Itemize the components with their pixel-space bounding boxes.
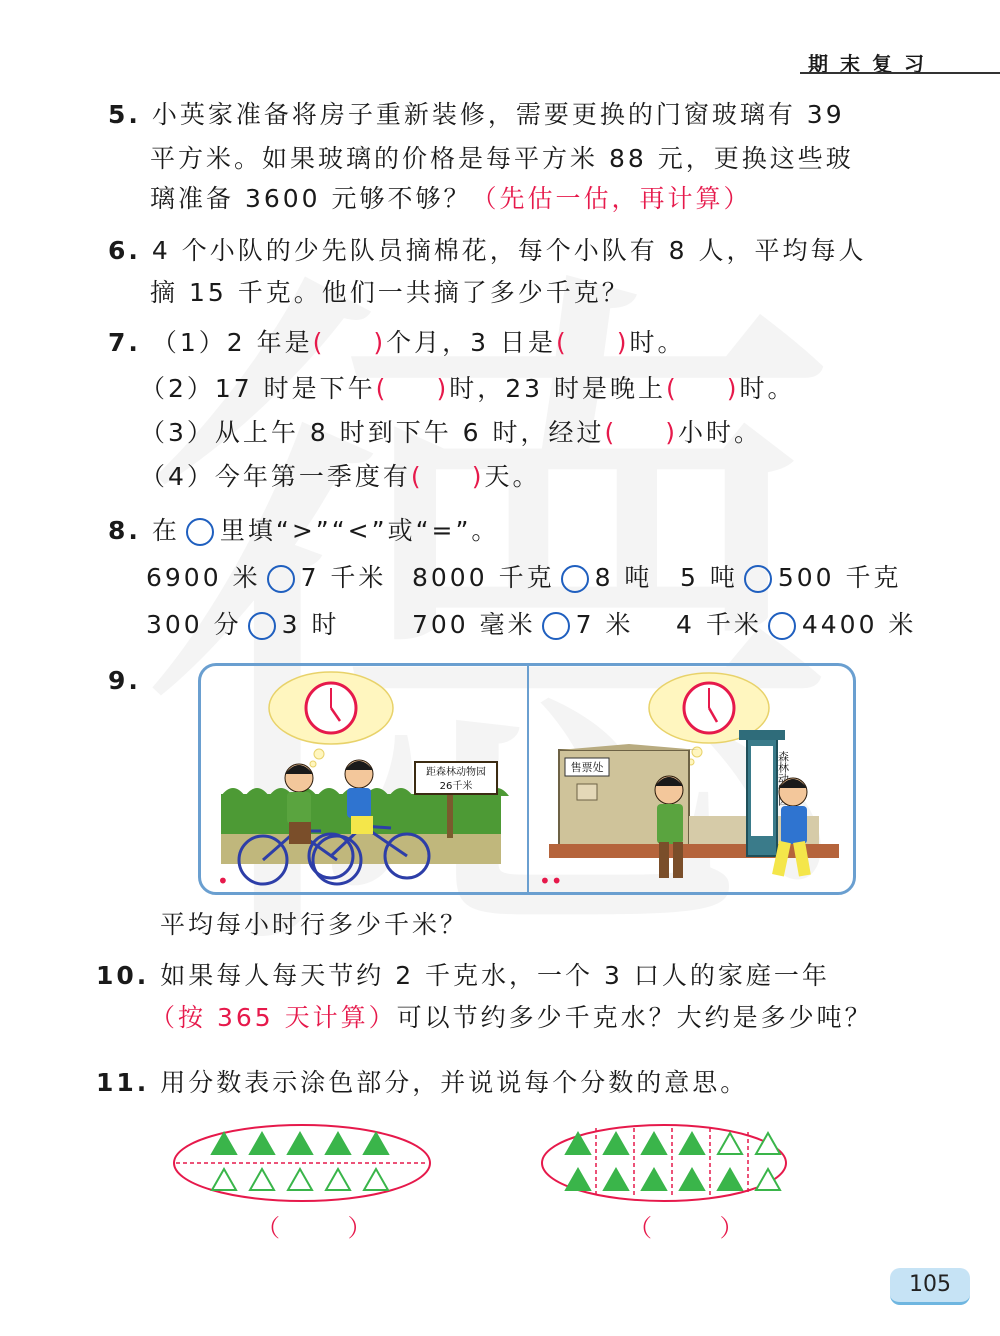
child-cyclist-1: [285, 764, 313, 844]
q8-item-4: [146, 604, 340, 646]
compare-circle-input[interactable]: [542, 612, 570, 640]
q7-p1-text-c: 时。: [629, 328, 686, 357]
sign-text-1: 距森林动物园: [426, 767, 486, 778]
fraction-figure-1: [170, 1122, 434, 1204]
q9-question: 平均每小时行多少千米？: [160, 910, 469, 939]
shaded-triangle-icon: [642, 1133, 666, 1154]
dot-marker: •: [217, 869, 229, 892]
q8-item-right: 4400 米: [801, 610, 917, 639]
q5-line-3: [150, 178, 752, 220]
q5-line-2: 平方米。如果玻璃的价格是每平方米 88 元，更换这些玻: [150, 144, 854, 173]
shaded-triangle-icon: [566, 1133, 590, 1154]
q8-intro: [108, 510, 499, 552]
unshaded-triangle-icon: [250, 1169, 274, 1190]
answer-blank-open: (: [665, 374, 679, 403]
shaded-triangle-icon: [642, 1169, 666, 1190]
compare-circle-input[interactable]: [267, 565, 295, 593]
q11-text: 用分数表示涂色部分，并说说每个分数的意思。: [160, 1068, 749, 1097]
answer-blank-close: ): [471, 462, 485, 491]
unshaded-triangle-icon: [326, 1169, 350, 1190]
q11-line-1: [96, 1062, 748, 1104]
dot-marker: ••: [539, 869, 563, 892]
clock-icon: [306, 683, 356, 733]
shaded-triangle-icon: [288, 1133, 312, 1154]
shaded-triangle-icon: [250, 1133, 274, 1154]
q8-intro-a: 在: [151, 516, 180, 545]
q7-number: 7.: [108, 328, 141, 357]
compare-circle-input[interactable]: [248, 612, 276, 640]
q9-left-pane: [201, 666, 527, 892]
q8-item-right: 7 米: [575, 610, 634, 639]
q8-item-2: [412, 557, 652, 599]
q5-line-1: [108, 94, 845, 136]
compare-circle-icon: [186, 518, 214, 546]
q6-text-1: 4 个小队的少先队员摘棉花，每个小队有 8 人，平均每人: [151, 236, 867, 265]
unshaded-triangle-icon: [756, 1133, 780, 1154]
q5-text-3: 璃准备 3600 元够不够？: [150, 184, 472, 213]
ticket-office-sign: 售票处: [570, 761, 604, 774]
clock-icon: [684, 683, 734, 733]
q6-line-1: [108, 230, 867, 272]
q8-item-1: [146, 557, 386, 599]
q7-part-3: [140, 412, 762, 454]
q8-item-right: 3 时: [281, 610, 340, 639]
q8-intro-b: 里填“>”“<”或“=”。: [219, 516, 500, 545]
answer-blank-close: ): [616, 328, 630, 357]
q8-item-left: 8000 千克: [412, 563, 555, 592]
child-walking-1: [655, 776, 683, 878]
q10-text-1: 如果每人每天节约 2 千克水，一个 3 口人的家庭一年: [160, 961, 830, 990]
q8-item-right: 500 千克: [777, 563, 902, 592]
shaded-triangle-icon: [680, 1133, 704, 1154]
q7-p3-text-b: 小时。: [678, 418, 763, 447]
answer-blank-open: (: [604, 418, 618, 447]
header-rule: [800, 72, 1000, 74]
q8-item-left: 300 分: [146, 610, 242, 639]
shaded-triangle-icon: [718, 1169, 742, 1190]
compare-circle-input[interactable]: [768, 612, 796, 640]
shaded-triangle-icon: [364, 1133, 388, 1154]
q8-item-5: [412, 604, 634, 646]
q9-illustration: [198, 663, 856, 895]
q10-line-1: [96, 955, 830, 997]
q7-part-2: [140, 368, 796, 410]
unshaded-triangle-icon: [212, 1169, 236, 1190]
q6-number: 6.: [108, 236, 141, 265]
q7-p4-text-a: （4）今年第一季度有: [140, 462, 411, 491]
fraction-answer-blank-2[interactable]: （ ）: [628, 1214, 774, 1242]
q7-p2-text-a: （2）17 时是下午: [140, 374, 376, 403]
q9-number: 9.: [108, 666, 141, 695]
unshaded-triangle-icon: [718, 1133, 742, 1154]
answer-blank-close: ): [436, 374, 450, 403]
unshaded-triangle-icon: [756, 1169, 780, 1190]
fraction-figure-2: [538, 1122, 790, 1204]
q5-number: 5.: [108, 100, 141, 129]
q7-p1-text-a: （1）2 年是: [151, 328, 313, 357]
q8-item-left: 6900 米: [146, 563, 261, 592]
q6-line-2: 摘 15 千克。他们一共摘了多少千克？: [150, 278, 630, 307]
q7-p4-text-b: 天。: [484, 462, 541, 491]
q8-number: 8.: [108, 516, 141, 545]
answer-blank-open: (: [375, 374, 389, 403]
q10-number: 10.: [96, 961, 150, 990]
q10-hint: （按 365 天计算）: [150, 1003, 397, 1032]
answer-blank-open: (: [312, 328, 326, 357]
compare-circle-input[interactable]: [561, 565, 589, 593]
q7-p2-text-c: 时。: [739, 374, 796, 403]
answer-blank-close: ): [665, 418, 679, 447]
q9-right-pane: [527, 666, 855, 892]
q8-item-right: 7 千米: [300, 563, 387, 592]
q11-number: 11.: [96, 1068, 150, 1097]
shaded-triangle-icon: [326, 1133, 350, 1154]
q7-part-4: [140, 456, 540, 498]
q7-p2-text-b: 时，23 时是晚上: [449, 374, 666, 403]
q7-part-1: [108, 322, 686, 364]
q7-p3-text-a: （3）从上午 8 时到下午 6 时，经过: [140, 418, 605, 447]
section-header: 期末复习: [808, 52, 936, 76]
page-number: 105: [890, 1268, 970, 1305]
answer-blank-close: ): [373, 328, 387, 357]
q10-line-2: [150, 997, 873, 1039]
q8-item-right: 8 吨: [594, 563, 653, 592]
fraction-answer-blank-1[interactable]: （ ）: [256, 1214, 402, 1242]
zoo-gate-scene-illustration: [529, 666, 855, 892]
shaded-triangle-icon: [212, 1133, 236, 1154]
answer-blank-open: (: [410, 462, 424, 491]
answer-blank-open: (: [556, 328, 569, 357]
gate-sign-text: 森林动物园: [734, 751, 790, 764]
q8-item-left: 4 千米: [676, 610, 762, 639]
cycling-scene-illustration: [201, 666, 527, 892]
q5-text-1: 小英家准备将房子重新装修，需要更换的门窗玻璃有 39: [151, 100, 845, 129]
q5-hint: （先估一估，再计算）: [471, 184, 752, 213]
unshaded-triangle-icon: [288, 1169, 312, 1190]
unshaded-triangle-icon: [364, 1169, 388, 1190]
compare-circle-input[interactable]: [744, 565, 772, 593]
q8-item-left: 5 吨: [680, 563, 738, 592]
q8-item-3: [680, 557, 902, 599]
q10-text-2: 可以节约多少千克水？大约是多少吨？: [396, 1003, 873, 1032]
shaded-triangle-icon: [566, 1169, 590, 1190]
q8-item-6: [676, 604, 916, 646]
sign-text-2: 26千米: [439, 781, 473, 792]
q7-p1-text-b: 个月，3 日是: [386, 328, 557, 357]
answer-blank-close: ): [726, 374, 740, 403]
shaded-triangle-icon: [604, 1169, 628, 1190]
shaded-triangle-icon: [604, 1133, 628, 1154]
q8-item-left: 700 毫米: [412, 610, 536, 639]
shaded-triangle-icon: [680, 1169, 704, 1190]
